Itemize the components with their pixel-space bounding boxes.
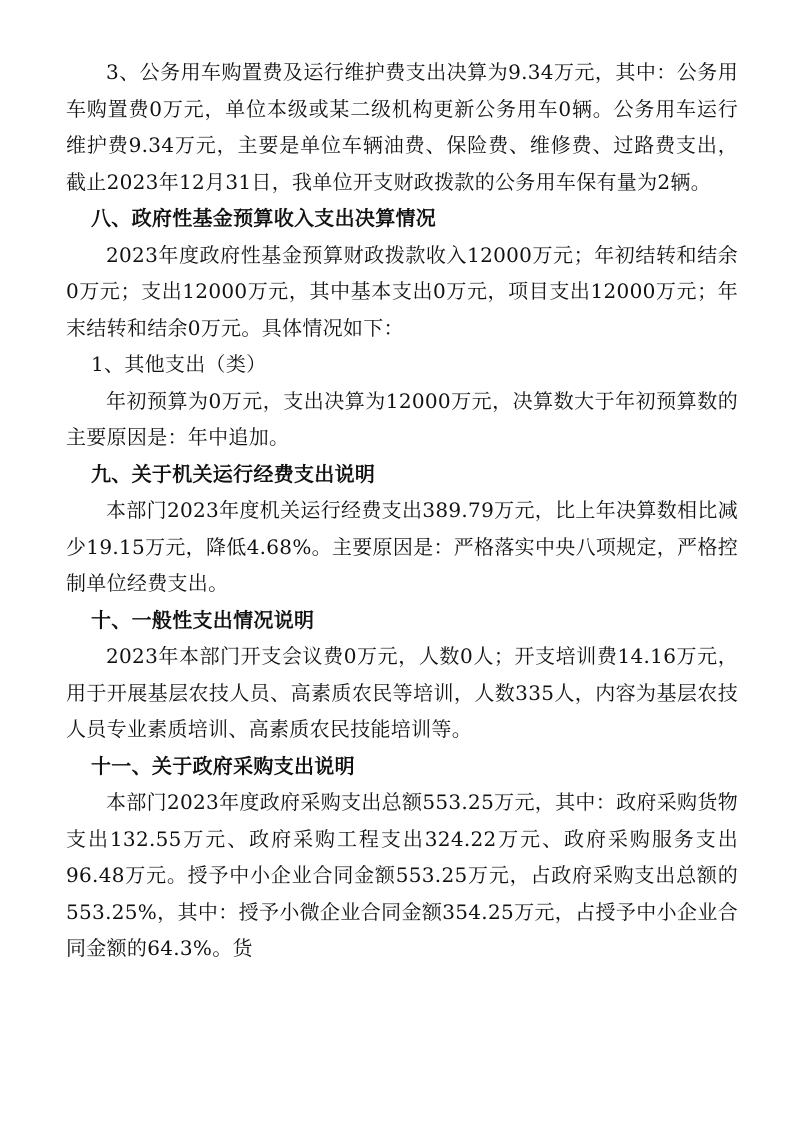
vehicle-expense-paragraph: 3、公务用车购置费及运行维护费支出决算为9.34万元，其中：公务用车购置费0万元，单位本级或某二级机构更新公务用车0辆。公务用车运行维护费9.34万元，主要是单位车辆油费、保险费、维修费、过路费支出，截止2023年12月31日，我单位开支财政拨款的公务用车保有量为2辆。 <box>66 60 738 194</box>
section-10-heading: 十、一般性支出情况说明 <box>91 607 315 632</box>
procurement-paragraph: 本部门2023年度政府采购支出总额553.25万元，其中：政府采购货物支出132.55万元、政府采购工程支出324.22万元、政府采购服务支出96.48万元。授予中小企业合同金额553.25万元，占政府采购支出总额的553.25%，其中：授予小微企业合同金额354.25万元，占授予中小企业合同金额的64.3%。货 <box>66 790 738 960</box>
other-expense-paragraph: 年初预算为0万元，支出决算为12000万元，决算数大于年初预算数的主要原因是：年中追加。 <box>66 388 738 449</box>
document-body <box>66 54 738 967</box>
fund-budget-paragraph: 2023年度政府性基金预算财政拨款收入12000万元；年初结转和结余0万元；支出12000万元，其中基本支出0万元，项目支出12000万元；年末结转和结余0万元。具体情况如下： <box>66 242 738 340</box>
other-expense-item: 1、其他支出（类） <box>91 352 267 376</box>
operating-expense-paragraph: 本部门2023年度机关运行经费支出389.79万元，比上年决算数相比减少19.15万元，降低4.68%。主要原因是：严格落实中央八项规定，严格控制单位经费支出。 <box>66 498 738 595</box>
section-11-heading: 十一、关于政府采购支出说明 <box>91 753 355 778</box>
section-9-heading: 九、关于机关运行经费支出说明 <box>91 461 376 486</box>
section-8-heading: 八、政府性基金预算收入支出决算情况 <box>91 206 437 230</box>
general-expense-paragraph: 2023年本部门开支会议费0万元，人数0人；开支培训费14.16万元，用于开展基层农技人员、高素质农民等培训，人数335人，内容为基层农技人员专业素质培训、高素质农民技能培训等。 <box>66 644 738 741</box>
